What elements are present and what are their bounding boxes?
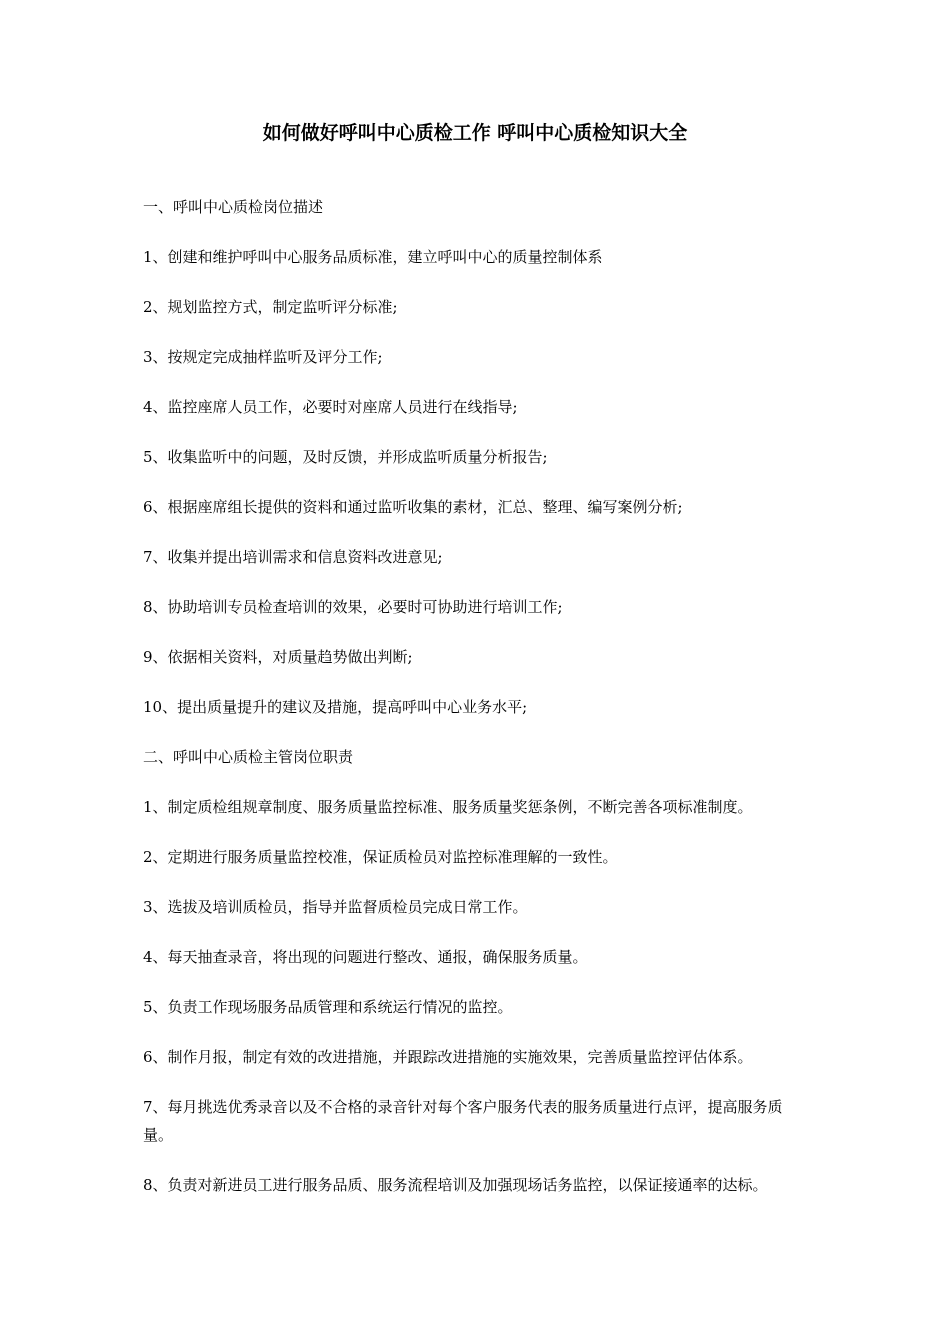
paragraph: 7、每月挑选优秀录音以及不合格的录音针对每个客户服务代表的服务质量进行点评，提高服务质量。: [143, 1098, 783, 1144]
paragraph: 2、规划监控方式，制定监听评分标准;: [143, 298, 398, 316]
paragraph: 8、协助培训专员检查培训的效果，必要时可协助进行培训工作;: [143, 598, 563, 616]
paragraph: 4、每天抽查录音，将出现的问题进行整改、通报，确保服务质量。: [143, 948, 588, 966]
paragraph: 6、根据座席组长提供的资料和通过监听收集的素材，汇总、整理、编写案例分析;: [143, 498, 683, 516]
section-heading-2: 二、呼叫中心质检主管岗位职责: [143, 748, 354, 766]
paragraph: 5、收集监听中的问题，及时反馈，并形成监听质量分析报告;: [143, 448, 548, 466]
paragraph: 10、提出质量提升的建议及措施，提高呼叫中心业务水平;: [143, 698, 528, 716]
paragraph: 1、制定质检组规章制度、服务质量监控标准、服务质量奖惩条例，不断完善各项标准制度。: [143, 798, 753, 816]
paragraph: 7、收集并提出培训需求和信息资料改进意见;: [143, 548, 443, 566]
paragraph: 4、监控座席人员工作，必要时对座席人员进行在线指导;: [143, 398, 518, 416]
paragraph: 2、定期进行服务质量监控校准，保证质检员对监控标准理解的一致性。: [143, 848, 618, 866]
paragraph: 6、制作月报，制定有效的改进措施，并跟踪改进措施的实施效果，完善质量监控评估体系。: [143, 1048, 753, 1066]
paragraph: 1、创建和维护呼叫中心服务品质标准，建立呼叫中心的质量控制体系: [143, 248, 603, 266]
section-heading-1: 一、呼叫中心质检岗位描述: [143, 198, 324, 216]
document-body: [143, 193, 811, 1221]
paragraph: 3、选拔及培训质检员，指导并监督质检员完成日常工作。: [143, 898, 528, 916]
document-title: 如何做好呼叫中心质检工作 呼叫中心质检知识大全: [262, 122, 688, 144]
paragraph: 8、负责对新进员工进行服务品质、服务流程培训及加强现场话务监控，以保证接通率的达标。: [143, 1176, 768, 1194]
paragraph: 9、依据相关资料，对质量趋势做出判断;: [143, 648, 413, 666]
paragraph: 5、负责工作现场服务品质管理和系统运行情况的监控。: [143, 998, 513, 1016]
paragraph: 3、按规定完成抽样监听及评分工作;: [143, 348, 383, 366]
